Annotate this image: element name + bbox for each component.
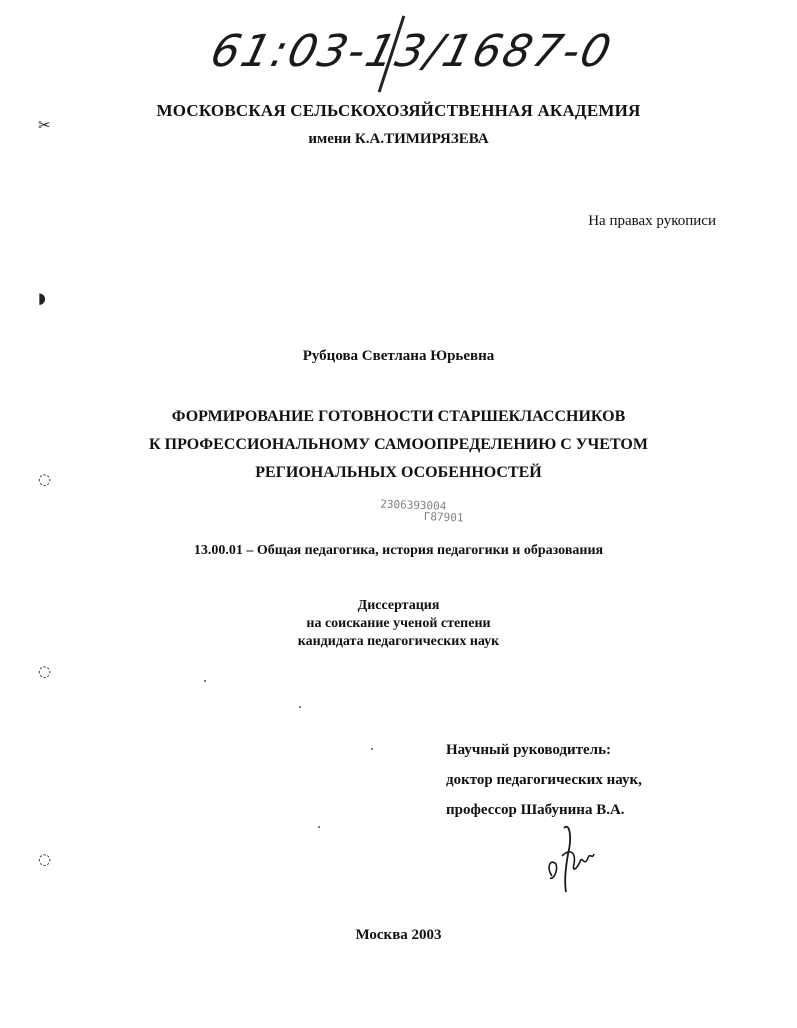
- binder-hole-icon: ◌: [38, 662, 52, 680]
- binder-hole-icon: ◌: [38, 470, 52, 488]
- scan-speck: [371, 748, 373, 750]
- place-year: Москва 2003: [355, 927, 442, 943]
- stamp-line: Г87901: [423, 510, 464, 525]
- title-line: РЕГИОНАЛЬНЫХ ОСОБЕННОСТЕЙ: [255, 464, 542, 481]
- scan-speck: [204, 680, 206, 682]
- dissertation-info: [0, 597, 797, 651]
- dissertation-degree: кандидата педагогических наук: [297, 634, 500, 649]
- binder-hole-icon: ✂: [38, 116, 51, 134]
- specialty-code: 13.00.01 – Общая педагогика, история педагогики и образования: [193, 543, 604, 558]
- supervisor-label: Научный руководитель:: [446, 742, 611, 758]
- title-line: ФОРМИРОВАНИЕ ГОТОВНОСТИ СТАРШЕКЛАССНИКОВ: [171, 408, 626, 425]
- dissertation-purpose: на соискание ученой степени: [306, 616, 491, 631]
- title-line: К ПРОФЕССИОНАЛЬНОМУ САМООПРЕДЕЛЕНИЮ С УЧЕТОМ: [149, 436, 648, 453]
- institution-name: МОСКОВСКАЯ СЕЛЬСКОХОЗЯЙСТВЕННАЯ АКАДЕМИЯ: [156, 101, 641, 120]
- supervisor-degree: доктор педагогических наук,: [446, 772, 642, 788]
- author-name: Рубцова Светлана Юрьевна: [302, 348, 495, 364]
- institution-named-after: имени К.А.ТИМИРЯЗЕВА: [308, 131, 489, 147]
- binder-hole-icon: ◌: [38, 850, 52, 868]
- scan-speck: [318, 826, 320, 828]
- supervisor-block: [446, 735, 642, 825]
- signature-icon: [540, 818, 610, 898]
- binder-hole-icon: ◗: [38, 289, 46, 307]
- stamp-line: 2306393004: [379, 497, 447, 513]
- supervisor-name: профессор Шабунина В.А.: [446, 802, 625, 818]
- dissertation-type: Диссертация: [357, 598, 440, 613]
- library-stamp: [380, 499, 464, 524]
- archive-number: 61:03-13/1687-0: [205, 26, 618, 77]
- scan-speck: [299, 706, 301, 708]
- dissertation-title: [0, 403, 797, 487]
- rights-note: На правах рукописи: [588, 213, 716, 229]
